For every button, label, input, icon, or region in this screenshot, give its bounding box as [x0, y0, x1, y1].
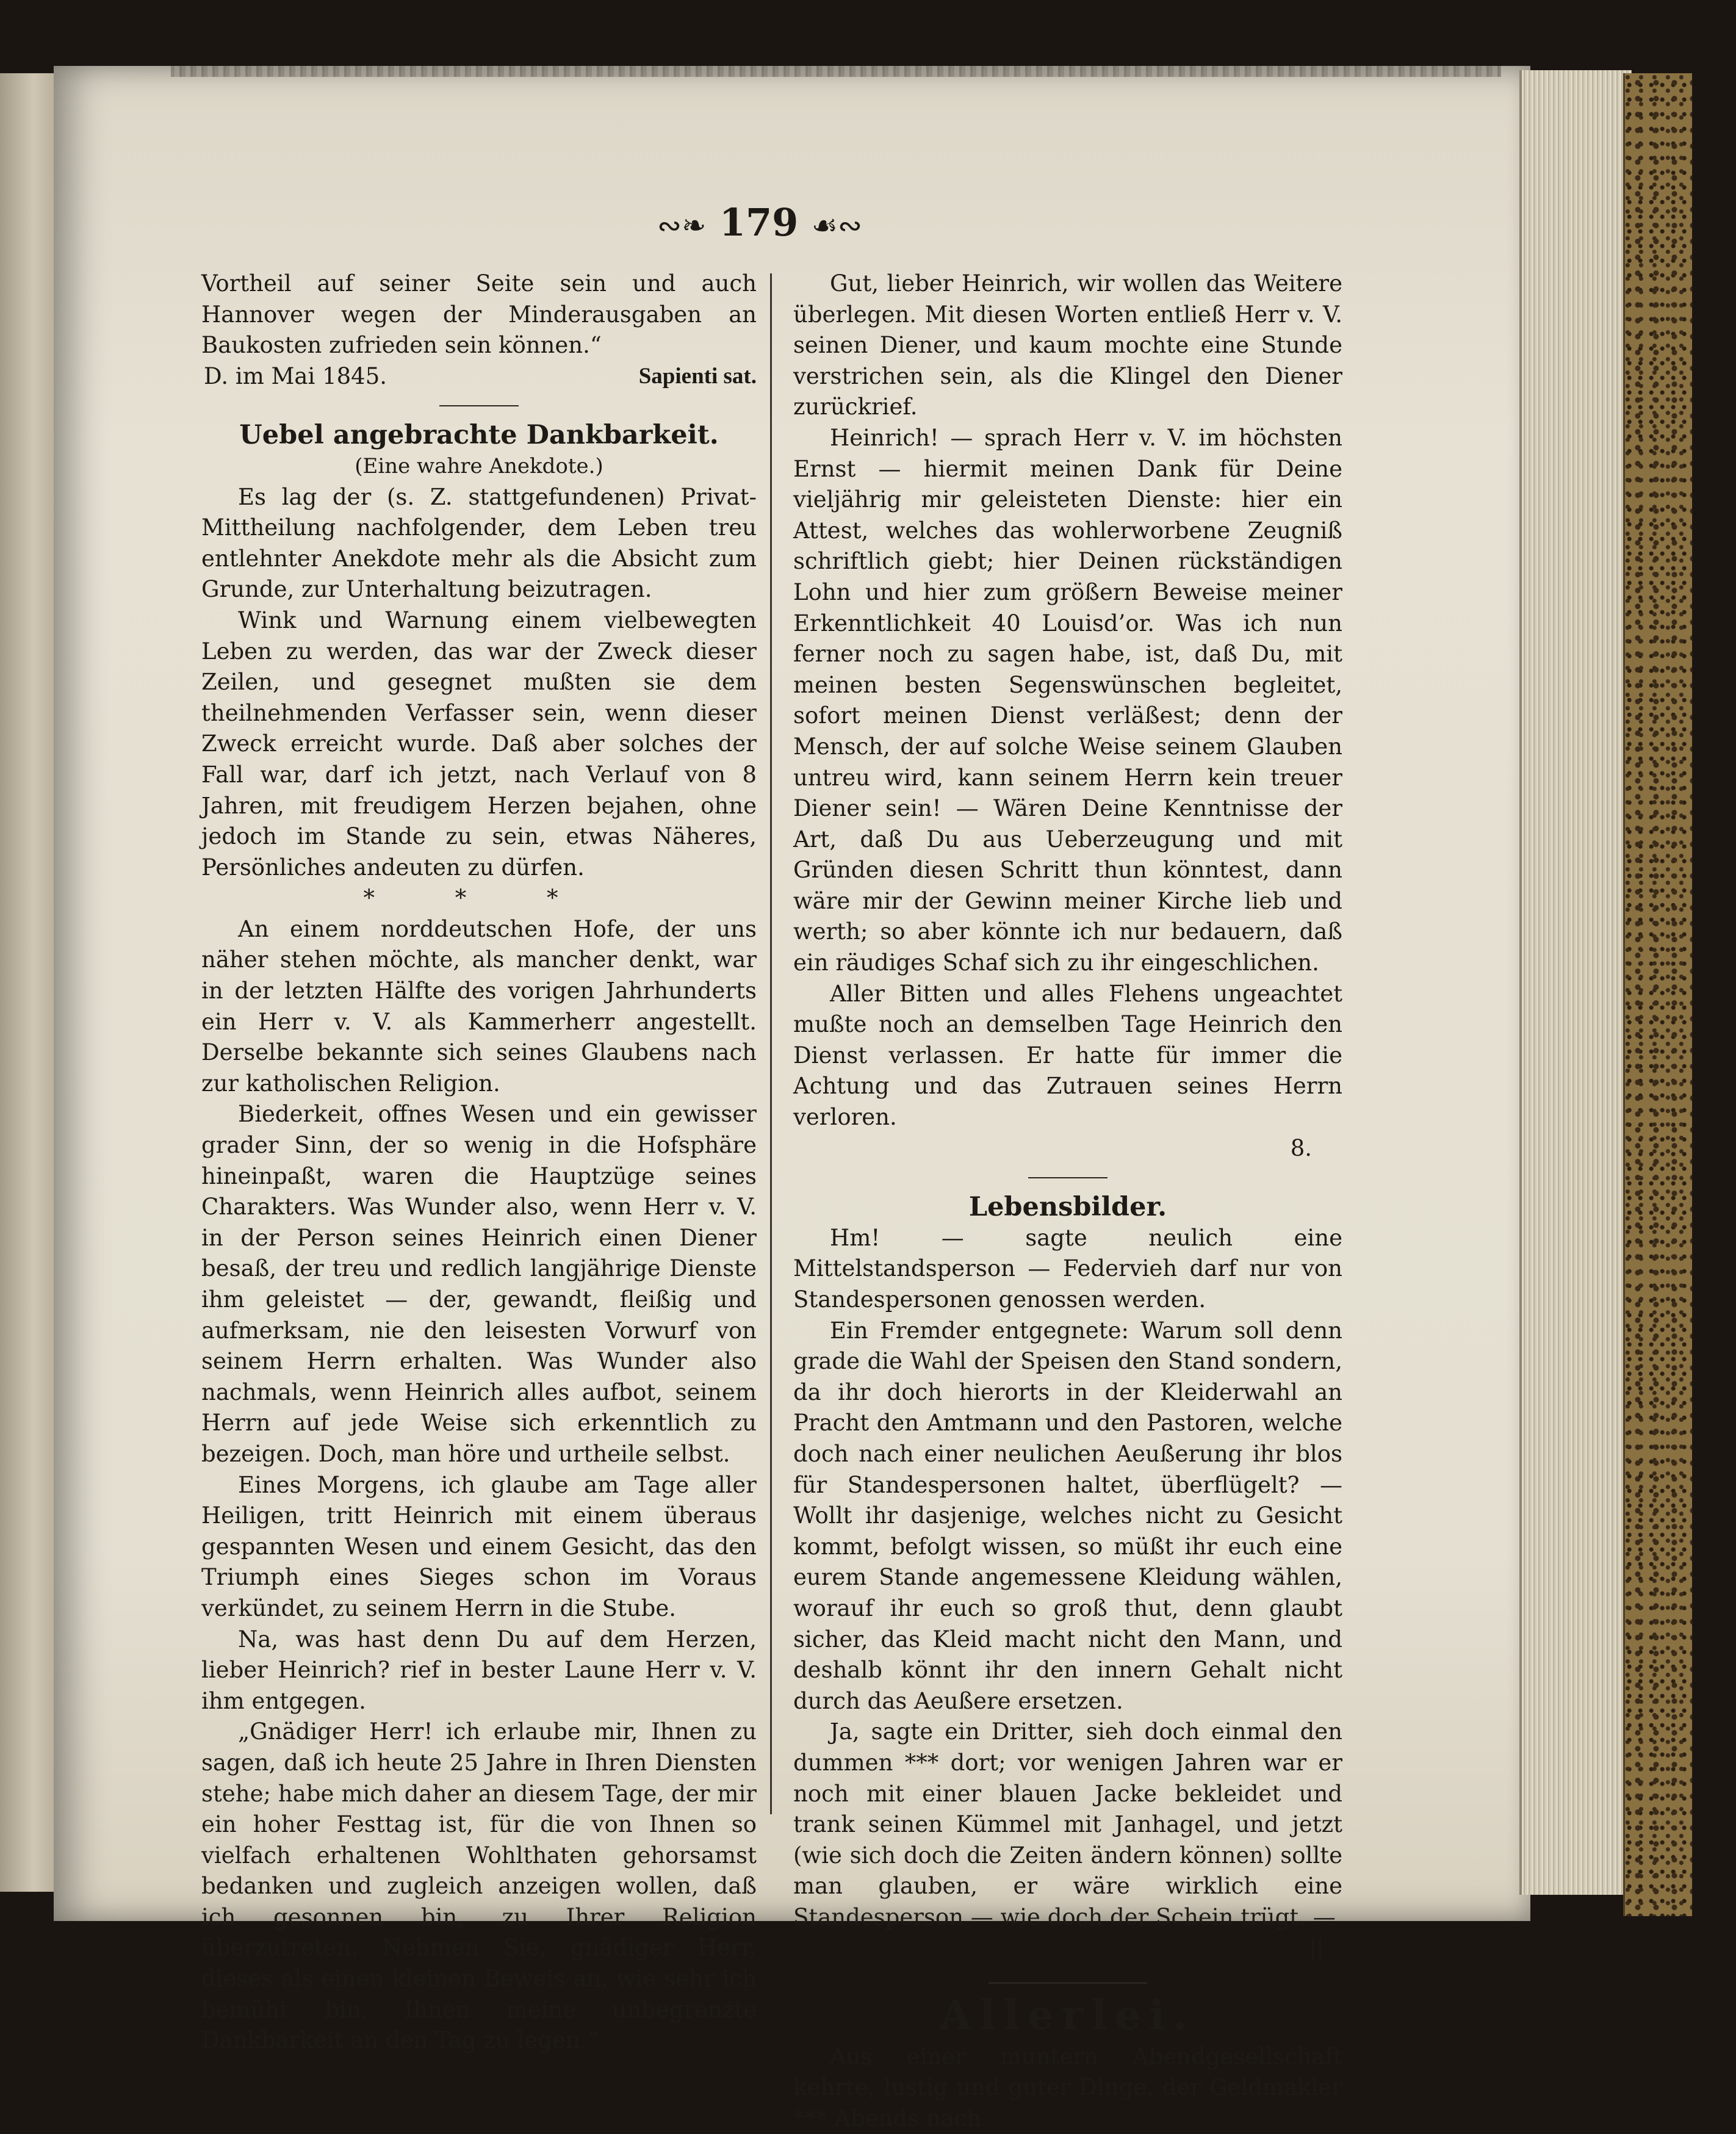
paragraph: Gut, lieber Heinrich, wir wollen das Weitere überlegen. Mit diesen Worten entließ Herr v. V. seinen Diener, und kaum mochte eine Stunde verstrichen sein, als die Klingel den Diener zurückrief. [793, 270, 1342, 420]
section-rule [1028, 1177, 1108, 1178]
paragraph-continued: Vortheil auf seiner Seite sein und auch Hannover wegen der Minderausgaben an Baukosten zufrieden sein können.“ [201, 270, 757, 359]
left-page-edge [0, 73, 58, 1892]
paragraph: Es lag der (s. Z. stattgefundenen) Privat-Mittheilung nachfolgender, dem Leben treu entlehnter Anekdote mehr als die Absicht zum Grunde, zur Unterhaltung beizutragen. [201, 483, 757, 603]
section-title: Lebensbilder. [968, 1192, 1167, 1223]
paragraph: Eines Morgens, ich glaube am Tage aller Heiligen, tritt Heinrich mit einem überaus gespannten Wesen und einem Gesicht, das den Triumph eines Sieges schon im Voraus verkündet, zu seinem Herrn in die Stube. [201, 1471, 757, 1621]
ornament-left-icon: ∾❧ [657, 209, 707, 243]
paragraph: Heinrich! — sprach Herr v. V. im höchsten Ernst — hiermit meinen Dank für Deine vieljährig mir geleisteten Dienste: hier ein Attest, welches das wohlerworbene Zeugniß schriftlich giebt; hier Deinen rückständigen Lohn und hier zum größern Beweise meiner Erkenntlichkeit 40 Louisd’or. Was ich nun ferner noch zu sagen habe, ist, daß Du, mit meinen besten Segenswünschen begleitet, sofort meinen Dienst verläßest; denn der Mensch, der auf solche Weise seinem Glauben untreu wird, kann seinem Herrn kein treuer Diener sein! — Wären Deine Kenntnisse der Art, daß Du aus Ueberzeugung und mit Gründen diesen Schritt thun könntest, dann wäre mir der Gewinn meiner Kirche lieb und werth; so aber könnte ich nur bedauern, daß ein räudiges Schaf sich zu ihr eingeschlichen. [793, 424, 1342, 976]
paragraph: Na, was hast denn Du auf dem Herzen, lieber Heinrich? rief in bester Laune Herr v. V. ihm entgegen. [201, 1626, 757, 1714]
dateline-signature: Sapienti sat. [638, 363, 757, 389]
dateline-place: D. im Mai 1845. [204, 362, 387, 389]
paragraph: Aller Bitten und alles Flehens ungeachtet mußte noch an demselben Tage Heinrich den Dienst verlassen. Er hatte für immer die Achtung und das Zutrauen seines Herrn verloren. [793, 980, 1342, 1131]
signature-line [793, 1133, 1342, 1164]
paragraph: Wink und Warnung einem vielbewegten Leben zu werden, das war der Zweck dieser Zeilen, und gesegnet mußten sie dem theilnehmenden Verfasser sein, wenn dieser Zweck erreicht wurde. Daß aber solches der Fall war, darf ich jetzt, nach Verlauf von 8 Jahren, mit freudigem Herzen bejahen, ohne jedoch im Stande zu sein, etwas Näheres, Persönliches andeuten zu dürfen. [201, 607, 757, 881]
paragraph: „Gnädiger Herr! ich erlaube mir, Ihnen zu sagen, daß ich heute 25 Jahre in Ihren Diensten stehe; habe mich daher an diesem Tage, der mir ein hoher Festtag ist, für die von Ihnen so vielfach erhaltenen Wohlthaten gehorsamst bedanken und zugleich anzeigen wollen, daß ich gesonnen bin, zu Ihrer Religion überzutreten. Nehmen Sie, gnädiger Herr, dieses als einen kleinen Beweis an, wie sehr ich bemüht bin, Ihnen meine unbegrenzte Dankbarkeit an den Tag zu legen.“ [201, 1718, 757, 2054]
right-column [793, 269, 1342, 2134]
ornament-right-icon: ☙∾ [811, 209, 863, 243]
article-title: Uebel angebrachte Dankbarkeit. [239, 420, 719, 451]
paragraph: Ja, sagte ein Dritter, sieh doch einmal den dummen *** dort; vor wenigen Jahren war er noch mit einer blauen Jacke bekleidet und trank seinen Kümmel mit Janhagel, und jetzt (wie sich doch die Zeiten ändern können) sollte man glauben, er wäre wirklich eine Standesperson — wie doch der Schein trügt. — [793, 1718, 1342, 1930]
end-mark: || [1309, 1934, 1324, 1961]
section-rule-long [989, 1982, 1147, 1984]
paragraph: Biederkeit, offnes Wesen und ein gewisser grader Sinn, der so wenig in die Hofsphäre hineinpaßt, waren die Hauptzüge seines Charakters. Was Wunder also, wenn Herr v. V. in der Person seines Heinrich einen Diener besaß, der treu und redlich langjährige Dienste ihm geleistet — der, gewandt, fleißig und aufmerksam, nie den leisesten Vorwurf von seinem Herrn erhalten. Was Wunder also nachmals, wenn Heinrich alles aufbot, seinem Herrn auf jede Weise sich erkenntlich zu bezeigen. Doch, man höre und urtheile selbst. [201, 1101, 757, 1467]
book-cover-edge [1623, 73, 1692, 1916]
page-number-text: 179 [719, 200, 799, 245]
page-top-edge [171, 66, 1501, 77]
article-subtitle: (Eine wahre Anekdote.) [355, 453, 603, 478]
signature-line [793, 1933, 1342, 1964]
book-fore-edge [1519, 70, 1632, 1895]
paragraph: Aus einer muntern Abendgesellschaft kehrte, lustig und guter Dinge, der Geldmakler *** Abends nach [793, 2043, 1342, 2132]
dateline [201, 361, 757, 392]
paragraph: An einem norddeutschen Hofe, der uns näher stehen möchte, als mancher denkt, war in der letzten Hälfte des vorigen Jahrhunderts ein Herr v. V. als Kammerherr angestellt. Derselbe bekannte sich seines Glaubens nach zur katholischen Religion. [201, 915, 757, 1097]
paragraph: Hm! — sagte neulich eine Mittelstandsperson — Federvieh darf nur von Standespersonen genossen werden. [793, 1224, 1342, 1313]
section-title-large: Allerlei. [940, 1991, 1196, 2039]
page-number [628, 200, 891, 245]
left-column [201, 269, 757, 2056]
asterism: * * * [363, 885, 595, 912]
section-rule [439, 405, 519, 406]
author-signature: 8. [1290, 1134, 1312, 1161]
paragraph: Ein Fremder entgegnete: Warum soll denn grade die Wahl der Speisen den Stand sondern, da ihr doch hierorts in der Kleiderwahl an Pracht den Amtmann und den Pastoren, welche doch nach einer neulichen Aeußerung ihr blos für Standespersonen haltet, überflügelt? — Wollt ihr dasjenige, welches nicht zu Gesicht kommt, befolgt wissen, so müßt ihr euch eine eurem Stande angemessene Kleidung wählen, worauf ihr euch so groß thut, denn glaubt sicher, das Kleid macht nicht den Mann, und deshalb könnt ihr den innern Gehalt nicht durch das Aeußere ersetzen. [793, 1317, 1342, 1714]
column-divider [770, 273, 772, 1814]
